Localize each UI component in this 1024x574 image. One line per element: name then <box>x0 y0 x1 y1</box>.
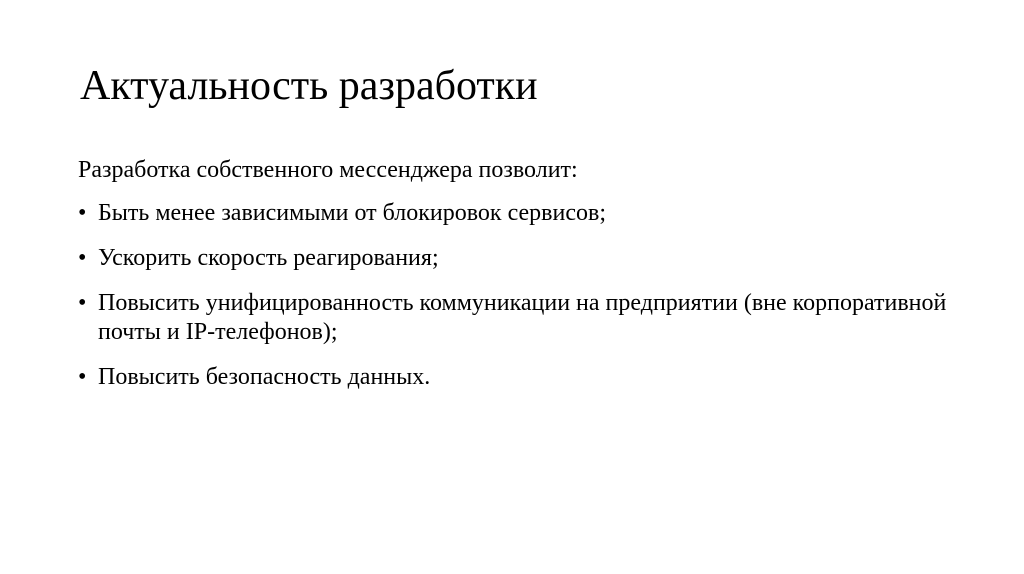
slide-body <box>78 156 958 408</box>
bullet-item: • Быть менее зависимыми от блокировок сервисов; <box>78 199 958 228</box>
bullet-list <box>78 199 958 392</box>
slide-title: Актуальность разработки <box>80 63 538 109</box>
bullet-item: • Повысить унифицированность коммуникации на предприятии (вне корпоративной почты и IP-телефонов); <box>78 289 958 347</box>
bullet-item: • Ускорить скорость реагирования; <box>78 244 958 273</box>
bullet-item: • Повысить безопасность данных. <box>78 363 958 392</box>
intro-text: Разработка собственного мессенджера позволит: <box>78 157 578 183</box>
